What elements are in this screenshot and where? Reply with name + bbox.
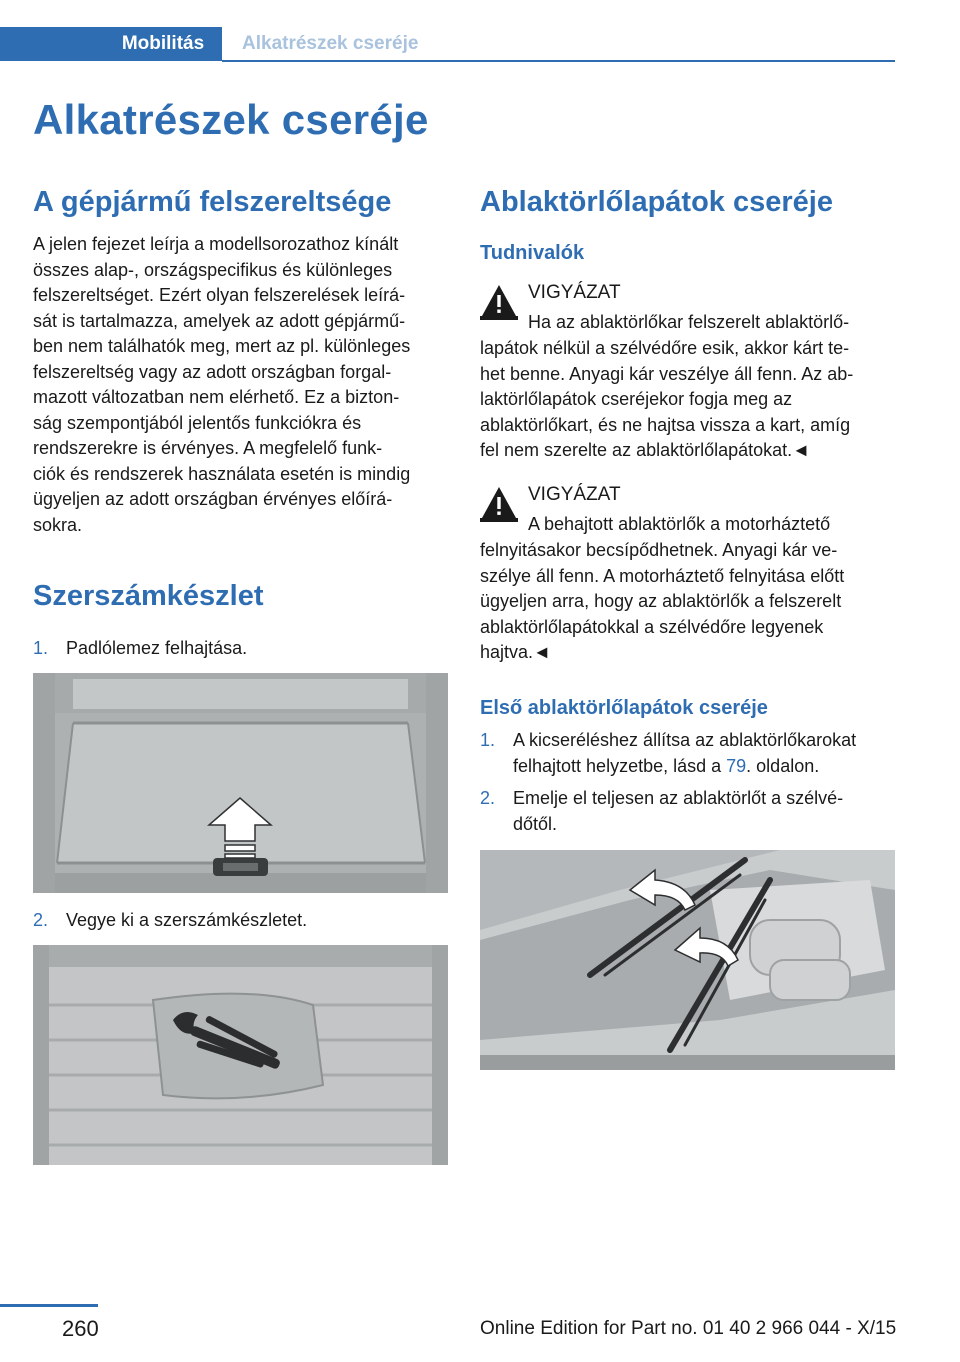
header-divider xyxy=(222,60,895,62)
edition-footer: Online Edition for Part no. 01 40 2 966 044 - X/15 xyxy=(480,1318,897,1339)
page-number: 260 xyxy=(62,1316,99,1341)
header-accent-bar xyxy=(0,27,104,61)
step-number: 2. xyxy=(480,788,496,808)
front-wipers-heading: Első ablaktörlőlapátok cseréje xyxy=(480,697,768,719)
warning-text: felnyitásakor becsípődhetnek. Anyagi kár ve- szélye áll fenn. A motorháztető felnyitása előtt ügyeljen arra, hogy az ablaktörlők a felszerelt ablaktörlőlapátokkal a szélvédőre legyenek hajtva.◄ xyxy=(480,540,845,662)
step-number: 2. xyxy=(33,910,49,930)
section-tab[interactable]: Mobilitás xyxy=(104,27,222,61)
step-text: Padlólemez felhajtása. xyxy=(66,638,248,658)
step-text: A kicseréléshez állítsa az ablaktörlőkarokat felhajtott helyzetbe, lásd a 79. oldalon. xyxy=(513,730,857,776)
warning-title: VIGYÁZAT xyxy=(528,282,621,303)
equipment-paragraph: A jelen fejezet leírja a modellsorozathoz kínált összes alap-, országspecifikus és különleges felszereltséget. Ezért olyan felszerelések leírá- sát is tartalmazza, amelyek az adott gépjármű- ben nem találhatók meg, mert az pl. különleges felszereltség vagy az adott országban forgal- mazott változatban nem elérhető. Ez a bizton- ság szempontjából jelentős funkciókra és rendszerekre is érvényes. A megfelelő funk- ciók és rendszerek használata esetén is mindig ügyeljen az adott országban érvényes előírá- sokra. xyxy=(33,234,411,535)
warning-first-line: Ha az ablaktörlőkar felszerelt ablaktörlő- xyxy=(528,312,850,332)
warning-text: lapátok nélkül a szélvédőre esik, akkor kárt te- het benne. Anyagi kár veszélye áll fenn. Az ab- laktörlőlapátok cseréjekor fogja meg az ablaktörlőkart, és ne hajtsa vissza a kart, amíg fel nem szerelte az ablaktörlőlapátokat.◄ xyxy=(480,338,854,460)
wiper-heading: Ablaktörlőlapátok cseréje xyxy=(480,186,833,218)
notes-heading: Tudnivalók xyxy=(480,242,585,264)
toolkit-photo xyxy=(33,945,448,1165)
page-reference-link[interactable]: 79 xyxy=(726,755,747,776)
breadcrumb[interactable]: Alkatrészek cseréje xyxy=(242,33,419,54)
equipment-heading: A gépjármű felszereltsége xyxy=(33,186,392,218)
page-title: Alkatrészek cseréje xyxy=(33,96,429,143)
warning-icon xyxy=(480,484,518,527)
step-text: Emelje el teljesen az ablaktörlőt a szélvé- dőtől. xyxy=(513,788,844,834)
toolkit-step-2 xyxy=(33,908,453,934)
warning-first-line: A behajtott ablaktörlők a motorháztető xyxy=(528,514,831,534)
toolkit-heading: Szerszámkészlet xyxy=(33,580,264,612)
toolkit-step-1 xyxy=(33,636,453,662)
wiper-photo xyxy=(480,850,895,1070)
cargo-floor-photo xyxy=(33,673,448,893)
footer-accent-line xyxy=(0,1304,98,1307)
step-number: 1. xyxy=(33,638,49,658)
wiper-step-1 xyxy=(480,728,896,779)
step-text: Vegye ki a szerszámkészletet. xyxy=(66,910,308,930)
warning-title: VIGYÁZAT xyxy=(528,484,621,505)
warning-icon xyxy=(480,282,518,325)
step-number: 1. xyxy=(480,730,496,750)
wiper-step-2 xyxy=(480,786,896,837)
